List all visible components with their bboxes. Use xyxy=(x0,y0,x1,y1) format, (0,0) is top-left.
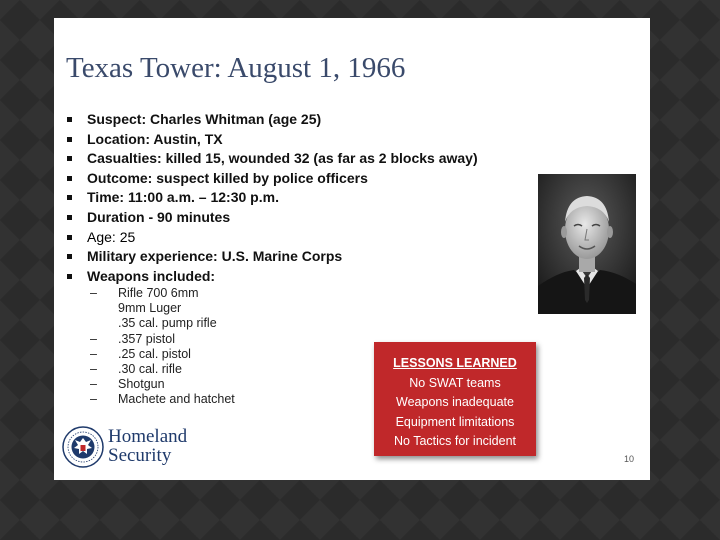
weapon-item: – .25 cal. pistol xyxy=(90,346,191,361)
lessons-item: No Tactics for incident xyxy=(393,434,517,448)
bullet-square-icon xyxy=(67,215,72,220)
bullet-item: Outcome: suspect killed by police officers xyxy=(66,169,478,189)
dhs-seal-icon xyxy=(62,426,104,468)
bullet-square-icon xyxy=(67,274,72,279)
weapon-item: – .30 cal. rifle xyxy=(90,362,182,377)
bullet-square-icon xyxy=(67,137,72,142)
slide xyxy=(54,18,650,480)
lessons-item: No SWAT teams xyxy=(409,375,501,390)
weapon-item: – Rifle 700 6mm xyxy=(90,286,199,300)
weapon-item: 9mm Luger xyxy=(118,301,182,316)
bullet-square-icon xyxy=(67,176,72,181)
bullet-item: Weapons included: xyxy=(66,267,478,287)
bullet-item: Age: 25 xyxy=(66,228,478,248)
lessons-item: Equipment limitations xyxy=(395,414,515,429)
bullet-square-icon xyxy=(67,235,72,240)
bullet-square-icon xyxy=(67,117,72,122)
bullet-item: Casualties: killed 15, wounded 32 (as far as 2 blocks away) xyxy=(66,149,478,169)
bullet-square-icon xyxy=(67,156,72,161)
bullet-item: Duration - 90 minutes xyxy=(66,208,478,228)
bullet-square-icon xyxy=(67,254,72,259)
homeland-security-logo: Homeland Security xyxy=(108,426,188,466)
weapon-item: .35 cal. pump rifle xyxy=(118,316,217,331)
weapon-item: – Machete and hatchet xyxy=(90,392,235,407)
bullet-item: Time: 11:00 a.m. – 12:30 p.m. xyxy=(66,188,478,208)
bullet-list xyxy=(66,110,478,286)
bullet-item: Location: Austin, TX xyxy=(66,130,478,150)
weapon-item: – .357 pistol xyxy=(90,331,175,346)
portrait-image xyxy=(538,174,636,314)
bullet-item: Suspect: Charles Whitman (age 25) xyxy=(66,110,478,130)
lessons-item: Weapons inadequate xyxy=(396,395,514,409)
weapon-item: – Shotgun xyxy=(90,377,165,392)
page-number: 10 xyxy=(624,454,635,464)
slide-title: Texas Tower: August 1, 1966 xyxy=(66,52,406,84)
bullet-item: Military experience: U.S. Marine Corps xyxy=(66,247,478,267)
lessons-learned-box xyxy=(374,342,536,456)
weapons-list xyxy=(90,286,235,408)
suspect-photo xyxy=(538,174,636,314)
bullet-square-icon xyxy=(67,195,72,200)
lessons-heading: LESSONS LEARNED xyxy=(393,356,517,370)
